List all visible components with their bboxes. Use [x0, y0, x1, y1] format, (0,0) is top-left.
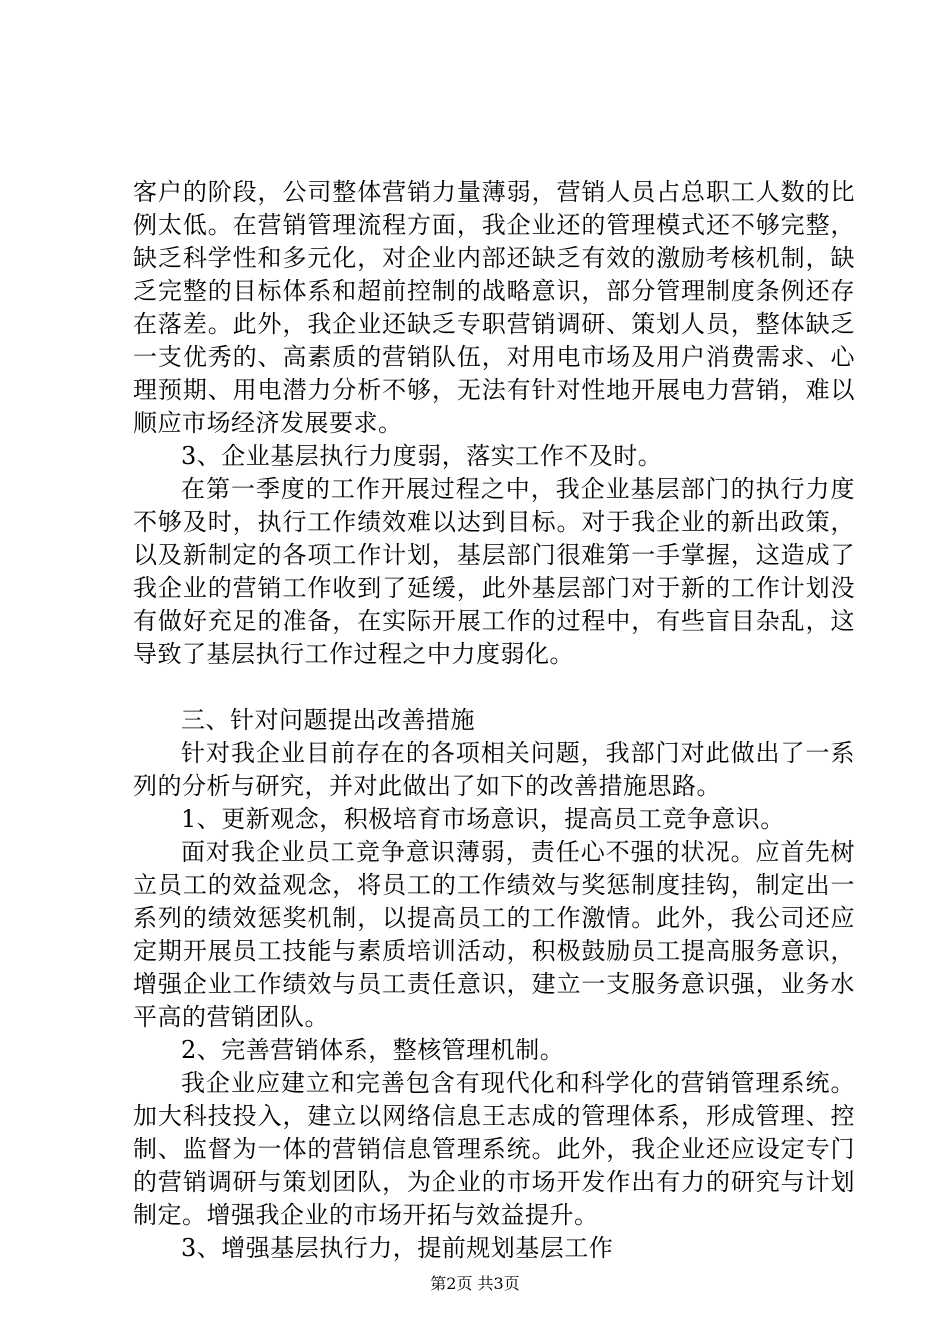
body-paragraph: 我企业应建立和完善包含有现代化和科学化的营销管理系统。加大科技投入，建立以网络信息王志成的管理体系，形成管理、控制、监督为一体的营销信息管理系统。此外，我企业还应设定专门的营销调研与策划团队，为企业的市场开发作出有力的研究与计划制定。增强我企业的市场开拓与效益提升。 — [133, 1069, 855, 1229]
body-paragraph: 针对我企业目前存在的各项相关问题，我部门对此做出了一系列的分析与研究，并对此做出了如下的改善措施思路。 — [133, 739, 855, 800]
page-number-label: 第2页 共3页 — [430, 1274, 520, 1293]
body-paragraph: 在第一季度的工作开展过程之中，我企业基层部门的执行力度不够及时，执行工作绩效难以达到目标。对于我企业的新出政策，以及新制定的各项工作计划，基层部门很难第一手掌握，这造成了我企业的营销工作收到了延缓，此外基层部门对于新的工作计划没有做好充足的准备，在实际开展工作的过程中，有些盲目杂乱，这导致了基层执行工作过程之中力度弱化。 — [133, 475, 855, 668]
section-heading-3: 3、企业基层执行力度弱，落实工作不及时。 — [181, 442, 663, 470]
subsection-heading-2: 2、完善营销体系，整核管理机制。 — [181, 1036, 565, 1064]
subsection-heading-3: 3、增强基层执行力，提前规划基层工作 — [181, 1234, 614, 1262]
document-body — [133, 176, 855, 1265]
body-paragraph: 面对我企业员工竞争意识薄弱，责任心不强的状况。应首先树立员工的效益观念，将员工的工作绩效与奖惩制度挂钩，制定出一系列的绩效惩奖机制，以提高员工的工作激情。此外，我公司还应定期开展员工技能与素质培训活动，积极鼓励员工提高服务意识，增强企业工作绩效与员工责任意识，建立一支服务意识强，业务水平高的营销团队。 — [133, 838, 855, 1031]
subsection-heading-1: 1、更新观念，积极培育市场意识，提高员工竞争意识。 — [181, 805, 785, 833]
section-heading-main: 三、针对问题提出改善措施 — [181, 706, 475, 734]
paragraph-gap — [133, 671, 855, 704]
body-paragraph: 客户的阶段，公司整体营销力量薄弱，营销人员占总职工人数的比例太低。在营销管理流程方面，我企业还的管理模式还不够完整，缺乏科学性和多元化，对企业内部还缺乏有效的激励考核机制，缺乏完整的目标体系和超前控制的战略意识，部分管理制度条例还存在落差。此外，我企业还缺乏专职营销调研、策划人员，整体缺乏一支优秀的、高素质的营销队伍，对用电市场及用户消费需求、心理预期、用电潜力分析不够，无法有针对性地开展电力营销，难以顺应市场经济发展要求。 — [133, 178, 855, 437]
page-footer — [0, 1274, 950, 1294]
